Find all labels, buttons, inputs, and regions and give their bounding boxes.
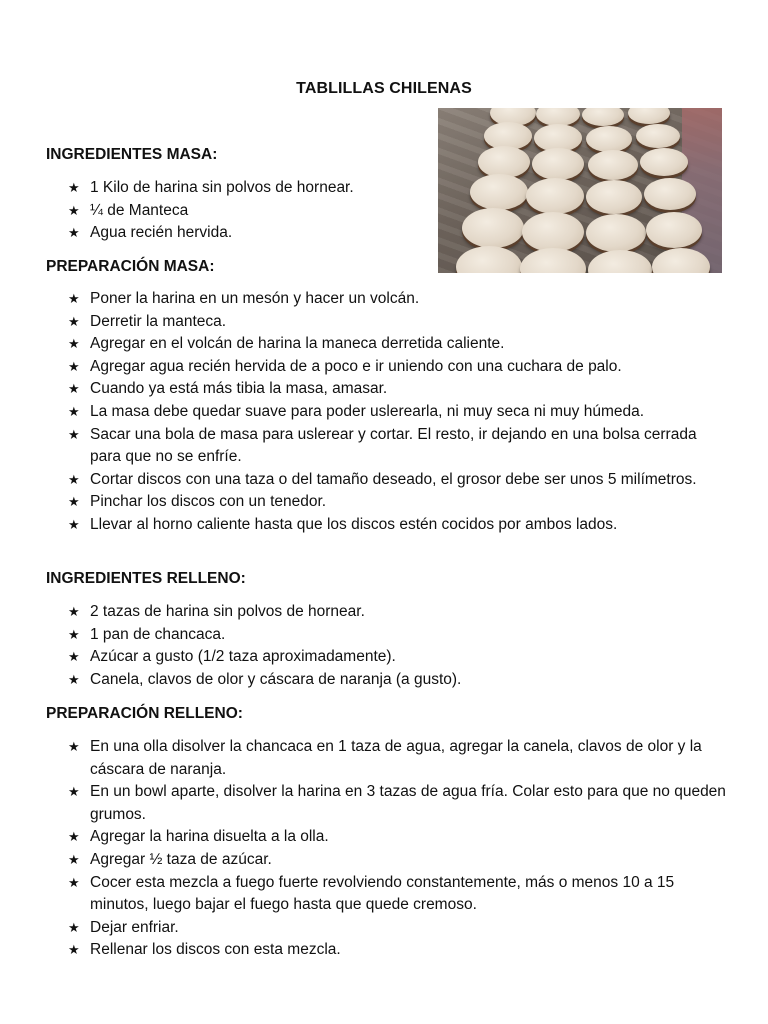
tablilla-disc <box>462 208 524 248</box>
list-item-text: Agregar ½ taza de azúcar. <box>90 850 272 868</box>
tablilla-disc <box>586 180 642 214</box>
star-bullet-icon: ★ <box>68 291 80 306</box>
star-bullet-icon: ★ <box>68 336 80 352</box>
star-bullet-icon: ★ <box>68 604 80 619</box>
tablilla-disc <box>646 212 702 248</box>
star-bullet-icon: ★ <box>68 202 80 218</box>
tablilla-disc <box>588 150 638 180</box>
star-bullet-icon: ★ <box>68 180 80 195</box>
star-bullet-icon: ★ <box>68 471 80 487</box>
list-item-text: Canela, clavos de olor y cáscara de naranja (a gusto). <box>90 670 462 688</box>
star-bullet-icon: ★ <box>68 381 80 397</box>
star-bullet-icon: ★ <box>68 784 80 800</box>
star-bullet-icon: ★ <box>68 739 80 754</box>
tablilla-disc <box>586 214 646 252</box>
star-bullet-icon: ★ <box>68 225 80 241</box>
star-bullet-icon: ★ <box>68 942 80 958</box>
list-item <box>68 939 728 962</box>
list-item-text: Derretir la manteca. <box>90 312 227 330</box>
list-item-text: 2 tazas de harina sin polvos de hornear. <box>90 603 365 620</box>
list-item-text: Agregar en el volcán de harina la maneca derretida caliente. <box>90 335 505 353</box>
star-bullet-icon: ★ <box>68 626 80 642</box>
star-bullet-icon: ★ <box>68 494 80 510</box>
list-item <box>68 177 428 200</box>
section-heading-ingredientes-masa: INGREDIENTES MASA: <box>46 146 218 163</box>
list-item <box>68 849 728 872</box>
list-item-text: 1 pan de chancaca. <box>90 625 226 643</box>
star-bullet-icon: ★ <box>68 649 80 665</box>
star-bullet-icon: ★ <box>68 671 80 687</box>
list-item <box>68 624 728 647</box>
star-bullet-icon: ★ <box>68 426 80 442</box>
list-item <box>68 601 728 624</box>
list-item-text: Cortar discos con una taza o del tamaño deseado, el grosor debe ser unos 5 milímetros. <box>90 470 697 488</box>
section-heading-ingredientes-relleno: INGREDIENTES RELLENO: <box>46 570 246 587</box>
list-item-text: Agregar agua recién hervida de a poco e ir uniendo con una cuchara de palo. <box>90 357 622 375</box>
list-item-text: Llevar al horno caliente hasta que los discos estén cocidos por ambos lados. <box>90 515 618 533</box>
list-item-text: Azúcar a gusto (1/2 taza aproximadamente). <box>90 648 396 666</box>
list-item <box>68 781 728 826</box>
tablilla-disc <box>586 126 632 152</box>
list-ingredientes-masa <box>68 177 428 245</box>
list-item-text: Poner la harina en un mesón y hacer un volcán. <box>90 290 420 307</box>
tablilla-disc <box>470 174 528 210</box>
list-item-text: En una olla disolver la chancaca en 1 taza de agua, agregar la canela, clavos de olor y la cáscara de naranja. <box>90 738 702 778</box>
list-item <box>68 491 728 514</box>
list-item <box>68 917 728 940</box>
star-bullet-icon: ★ <box>68 403 80 419</box>
list-item-text: Rellenar los discos con esta mezcla. <box>90 941 341 959</box>
list-item <box>68 872 728 917</box>
list-item <box>68 514 728 537</box>
star-bullet-icon: ★ <box>68 313 80 329</box>
list-item-text: Cocer esta mezcla a fuego fuerte revolviendo constantemente, más o menos 10 a 15 minutos, luego bajar el fuego hasta que quede cremoso. <box>90 873 675 914</box>
list-item <box>68 288 728 311</box>
list-item <box>68 401 728 424</box>
list-item <box>68 333 728 356</box>
list-item <box>68 469 728 492</box>
list-preparacion-relleno <box>68 736 728 962</box>
list-ingredientes-relleno <box>68 601 728 691</box>
list-item <box>68 424 728 469</box>
list-item <box>68 222 428 245</box>
list-item-text: Dejar enfriar. <box>90 918 179 936</box>
list-item <box>68 646 728 669</box>
list-item <box>68 200 428 223</box>
star-bullet-icon: ★ <box>68 851 80 867</box>
star-bullet-icon: ★ <box>68 829 80 845</box>
list-item-text: Agregar la harina disuelta a la olla. <box>90 828 329 846</box>
star-bullet-icon: ★ <box>68 874 80 890</box>
list-item <box>68 378 728 401</box>
tablilla-disc <box>636 124 680 148</box>
list-item-text: ¼ de Manteca <box>90 201 189 219</box>
tablilla-disc <box>532 148 584 180</box>
list-item-text: Agua recién hervida. <box>90 224 233 242</box>
tablilla-disc <box>478 146 530 178</box>
list-item-text: Cuando ya está más tibia la masa, amasar. <box>90 380 388 398</box>
tablilla-disc <box>640 148 688 176</box>
star-bullet-icon: ★ <box>68 358 80 374</box>
star-bullet-icon: ★ <box>68 919 80 935</box>
list-item <box>68 736 728 781</box>
list-item <box>68 311 728 334</box>
tablilla-disc <box>526 178 584 214</box>
tablilla-disc <box>644 178 696 210</box>
list-item-text: La masa debe quedar suave para poder uslerearla, ni muy seca ni muy húmeda. <box>90 402 645 420</box>
list-preparacion-masa <box>68 288 728 537</box>
list-item-text: En un bowl aparte, disolver la harina en 3 tazas de agua fría. Colar esto para que no queden grumos. <box>90 783 726 823</box>
list-item <box>68 356 728 379</box>
list-item <box>68 669 728 692</box>
list-item <box>68 826 728 849</box>
star-bullet-icon: ★ <box>68 516 80 532</box>
list-item-text: Pinchar los discos con un tenedor. <box>90 493 327 511</box>
section-heading-preparacion-relleno: PREPARACIÓN RELLENO: <box>46 705 243 722</box>
list-item-text: Sacar una bola de masa para uslerear y cortar. El resto, ir dejando en una bolsa cerrada para que no se enfríe. <box>90 425 697 466</box>
recipe-photo <box>438 108 722 273</box>
section-heading-preparacion-masa: PREPARACIÓN MASA: <box>46 258 215 275</box>
list-item-text: 1 Kilo de harina sin polvos de hornear. <box>90 179 354 196</box>
page-title: TABLILLAS CHILENAS <box>296 80 472 97</box>
tablilla-disc <box>522 212 584 252</box>
